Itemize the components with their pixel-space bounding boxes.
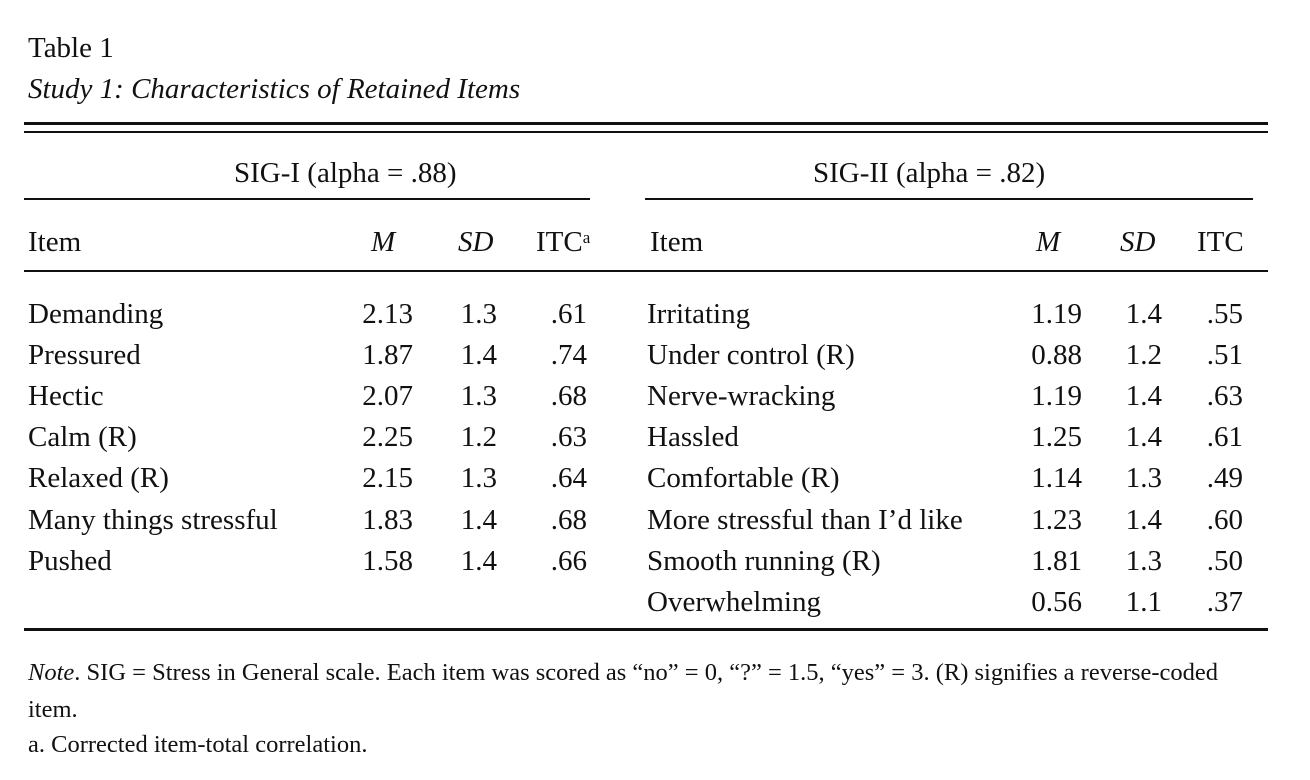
right-row-item: Comfortable (R): [647, 462, 840, 494]
left-row-itc: .74: [550, 339, 587, 371]
left-row-item: Pressured: [28, 339, 141, 371]
right-row-item: Overwhelming: [647, 586, 821, 618]
header-rule: [24, 270, 1268, 272]
left-row-mean: 2.07: [362, 380, 413, 412]
right-row-item: Hassled: [647, 421, 739, 453]
left-row-item: Relaxed (R): [28, 462, 169, 494]
header-itc-left-superscript: a: [582, 228, 591, 247]
left-row-sd: 1.3: [460, 298, 497, 330]
right-row-itc: .37: [1206, 586, 1243, 618]
table-caption: Study 1: Characteristics of Retained Items: [28, 73, 521, 105]
header-item-right: Item: [650, 226, 704, 258]
right-row-sd: 1.3: [1125, 545, 1162, 577]
right-row-itc: .55: [1206, 298, 1243, 330]
right-row-itc: .60: [1206, 504, 1243, 536]
left-row-item: Demanding: [28, 298, 164, 330]
left-row-mean: 1.58: [362, 545, 413, 577]
left-row-mean: 2.13: [362, 298, 413, 330]
right-row-sd: 1.3: [1125, 462, 1162, 494]
right-row-item: Irritating: [647, 298, 751, 330]
left-row-itc: .61: [550, 298, 587, 330]
left-row-item: Pushed: [28, 545, 112, 577]
left-row-sd: 1.4: [460, 339, 497, 371]
right-row-item: More stressful than I’d like: [647, 504, 963, 536]
right-row-itc: .50: [1206, 545, 1243, 577]
left-row-itc: .68: [550, 380, 587, 412]
top-rule-thick: [24, 122, 1268, 125]
left-row-item: Many things stressful: [28, 504, 278, 536]
right-row-itc: .63: [1206, 380, 1243, 412]
note-label: Note: [28, 659, 75, 686]
left-row-mean: 1.87: [362, 339, 413, 371]
left-row-itc: .66: [550, 545, 587, 577]
header-itc-left: [536, 224, 590, 260]
group-rule-sig-ii: [645, 198, 1253, 200]
left-row-mean: 1.83: [362, 504, 413, 536]
left-row-mean: 2.15: [362, 462, 413, 494]
group-label-sig-ii: SIG-II (alpha = .82): [813, 157, 1046, 189]
header-sd-right: SD: [1120, 226, 1156, 258]
left-row-itc: .64: [550, 462, 587, 494]
right-row-mean: 0.88: [1031, 339, 1082, 371]
right-row-mean: 1.25: [1031, 421, 1082, 453]
left-row-sd: 1.3: [460, 380, 497, 412]
left-row-mean: 2.25: [362, 421, 413, 453]
right-row-sd: 1.4: [1125, 380, 1162, 412]
right-row-mean: 1.19: [1031, 380, 1082, 412]
header-item-left: Item: [28, 226, 82, 258]
top-rule-thin: [24, 131, 1268, 133]
table-label: Table 1: [28, 32, 114, 64]
right-row-sd: 1.1: [1125, 586, 1162, 618]
right-row-item: Under control (R): [647, 339, 855, 371]
left-row-item: Hectic: [28, 380, 104, 412]
header-itc-right: ITC: [1197, 226, 1244, 258]
left-row-itc: .63: [550, 421, 587, 453]
right-row-item: Nerve-wracking: [647, 380, 836, 412]
left-row-sd: 1.3: [460, 462, 497, 494]
right-row-mean: 1.81: [1031, 545, 1082, 577]
right-row-sd: 1.4: [1125, 421, 1162, 453]
group-rule-sig-i: [24, 198, 590, 200]
right-row-item: Smooth running (R): [647, 545, 881, 577]
right-row-mean: 0.56: [1031, 586, 1082, 618]
left-row-item: Calm (R): [28, 421, 137, 453]
right-row-sd: 1.2: [1125, 339, 1162, 371]
group-label-sig-i: SIG-I (alpha = .88): [234, 157, 457, 189]
header-mean-right: M: [1036, 226, 1061, 258]
right-row-mean: 1.14: [1031, 462, 1082, 494]
right-row-mean: 1.23: [1031, 504, 1082, 536]
left-row-itc: .68: [550, 504, 587, 536]
header-itc-left-label: ITC: [536, 226, 583, 258]
left-row-sd: 1.2: [460, 421, 497, 453]
right-row-itc: .61: [1206, 421, 1243, 453]
header-sd-left: SD: [458, 226, 494, 258]
header-mean-left: M: [371, 226, 396, 258]
right-row-sd: 1.4: [1125, 504, 1162, 536]
table-note: [28, 654, 1273, 728]
right-row-sd: 1.4: [1125, 298, 1162, 330]
table-footnote: a. Corrected item-total correlation.: [28, 731, 368, 758]
right-row-itc: .51: [1206, 339, 1243, 371]
right-row-mean: 1.19: [1031, 298, 1082, 330]
left-row-sd: 1.4: [460, 545, 497, 577]
right-row-itc: .49: [1206, 462, 1243, 494]
left-row-sd: 1.4: [460, 504, 497, 536]
note-text: . SIG = Stress in General scale. Each item was scored as “no” = 0, “?” = 1.5, “yes” = 3. (R) signifies a reverse-coded item.: [28, 659, 1219, 723]
bottom-rule: [24, 628, 1268, 631]
